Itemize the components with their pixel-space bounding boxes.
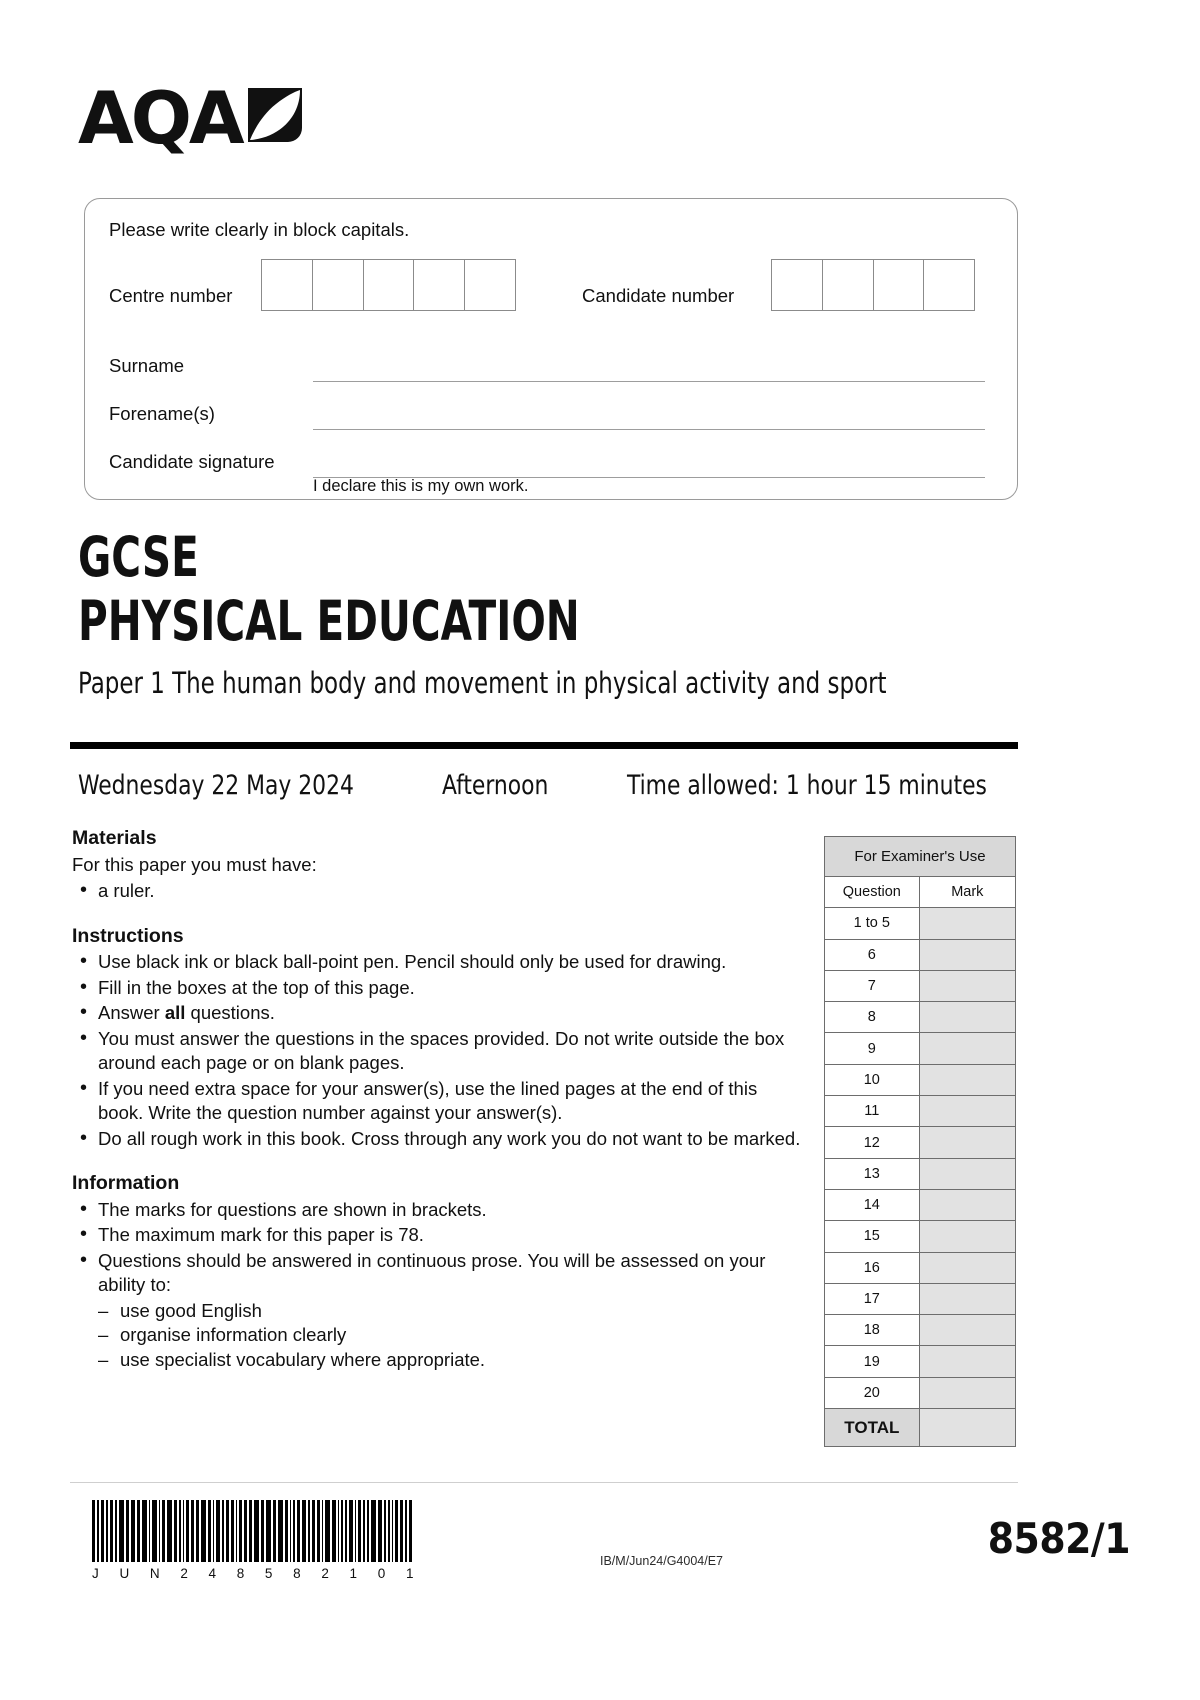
list-item: – organise information clearly	[98, 1323, 802, 1348]
time-allowed: Time allowed: 1 hour 15 minutes	[627, 770, 987, 801]
barcode-digit: 1	[405, 1566, 414, 1581]
barcode-bar	[239, 1500, 242, 1562]
barcode-bar	[285, 1500, 288, 1562]
barcode-bar	[358, 1500, 361, 1562]
table-row	[825, 1158, 1016, 1189]
barcode-bar	[159, 1500, 160, 1562]
col-header-mark: Mark	[919, 877, 1015, 908]
barcode-bar	[355, 1500, 356, 1562]
barcode-digit: 8	[293, 1566, 302, 1581]
barcode-bar	[384, 1500, 386, 1562]
barcode-bar	[367, 1500, 369, 1562]
materials-intro: For this paper you must have:	[72, 853, 317, 875]
list-item: • If you need extra space for your answer(s), use the lined pages at the end of this book. Write the question number against your answer(s).	[72, 1077, 802, 1126]
barcode-bar	[106, 1500, 108, 1562]
question-label: 19	[825, 1346, 920, 1377]
mark-cell[interactable]	[919, 1158, 1015, 1189]
total-mark-cell[interactable]	[919, 1409, 1015, 1447]
paper-title: Paper 1 The human body and movement in physical activity and sport	[78, 666, 887, 700]
question-label: 6	[825, 939, 920, 970]
barcode-digit: 8	[236, 1566, 245, 1581]
table-row	[825, 1315, 1016, 1346]
total-label: TOTAL	[825, 1409, 920, 1447]
instructions-list	[72, 950, 802, 1151]
question-label: 7	[825, 970, 920, 1001]
list-item: • You must answer the questions in the spaces provided. Do not write outside the box around each page or on blank pages.	[72, 1027, 802, 1076]
mark-cell[interactable]	[919, 1033, 1015, 1064]
candidate-number-cell[interactable]	[822, 259, 874, 311]
barcode-bar	[378, 1500, 382, 1562]
instructions-column	[72, 826, 802, 1372]
information-heading: Information	[72, 1172, 180, 1194]
table-row	[825, 970, 1016, 1001]
question-label: 18	[825, 1315, 920, 1346]
list-item: • The marks for questions are shown in brackets.	[72, 1198, 802, 1223]
barcode-digits	[92, 1566, 414, 1581]
candidate-number-label: Candidate number	[582, 285, 735, 306]
information-list	[72, 1198, 802, 1298]
forename-input[interactable]	[313, 429, 985, 430]
mark-cell[interactable]	[919, 1377, 1015, 1408]
barcode-bar	[345, 1500, 347, 1562]
mark-cell[interactable]	[919, 1064, 1015, 1095]
table-row	[825, 1064, 1016, 1095]
aqa-leaf-icon	[248, 88, 302, 147]
barcode-bar	[317, 1500, 320, 1562]
barcode-bar	[297, 1500, 300, 1562]
exam-session: Afternoon	[442, 770, 549, 801]
list-item	[72, 1001, 802, 1026]
candidate-number-cell[interactable]	[771, 259, 823, 311]
barcode-bar	[201, 1500, 206, 1562]
barcode-bar	[332, 1500, 336, 1562]
ib-code: IB/M/Jun24/G4004/E7	[600, 1554, 723, 1568]
barcode-bar	[261, 1500, 264, 1562]
barcode-bar	[254, 1500, 259, 1562]
barcode-bar	[174, 1500, 177, 1562]
mark-cell[interactable]	[919, 1221, 1015, 1252]
barcode-digit: N	[149, 1566, 161, 1581]
barcode-bar	[273, 1500, 276, 1562]
list-item: – use specialist vocabulary where appropriate.	[98, 1348, 802, 1373]
barcode-bar	[236, 1500, 237, 1562]
barcode-bar	[119, 1500, 124, 1562]
subject-title: PHYSICAL EDUCATION	[78, 589, 580, 653]
table-row	[825, 1096, 1016, 1127]
barcode-bar	[226, 1500, 229, 1562]
barcode-digit: 2	[321, 1566, 330, 1581]
list-item: – use good English	[98, 1299, 802, 1324]
barcode-bar	[137, 1500, 140, 1562]
question-label: 13	[825, 1158, 920, 1189]
table-row	[825, 877, 1016, 908]
barcode-bar	[293, 1500, 295, 1562]
list-item-text: Answer all questions.	[98, 1002, 275, 1023]
question-label: 17	[825, 1283, 920, 1314]
question-label: 9	[825, 1033, 920, 1064]
barcode-bar	[149, 1500, 150, 1562]
barcode-digit: 0	[377, 1566, 386, 1581]
centre-number-cell[interactable]	[363, 259, 415, 311]
materials-list	[72, 879, 802, 904]
aqa-logo	[78, 76, 302, 160]
question-label: 20	[825, 1377, 920, 1408]
barcode-digit: 5	[264, 1566, 273, 1581]
question-label: 16	[825, 1252, 920, 1283]
barcode-bar	[101, 1500, 104, 1562]
centre-number-cell[interactable]	[312, 259, 364, 311]
table-row	[825, 1002, 1016, 1033]
barcode-digit: J	[92, 1566, 100, 1581]
barcode-bar	[231, 1500, 234, 1562]
examiner-table-body	[825, 837, 1016, 1447]
materials-heading: Materials	[72, 827, 157, 849]
barcode-digit: U	[119, 1566, 130, 1581]
aqa-logo-text: AQA	[78, 76, 242, 160]
barcode-bar	[392, 1500, 393, 1562]
candidate-number-input[interactable]	[771, 259, 975, 311]
table-row	[825, 1346, 1016, 1377]
barcode-bar	[371, 1500, 376, 1562]
barcode-bar	[191, 1500, 194, 1562]
instructions-heading: Instructions	[72, 924, 184, 947]
block-capitals-note: Please write clearly in block capitals.	[109, 219, 410, 240]
question-label: 12	[825, 1127, 920, 1158]
question-label: 15	[825, 1221, 920, 1252]
candidate-number-cell[interactable]	[873, 259, 925, 311]
barcode-bar	[341, 1500, 343, 1562]
barcode-bar	[162, 1500, 165, 1562]
table-row	[825, 908, 1016, 939]
candidate-number-cell[interactable]	[923, 259, 975, 311]
barcode-bar	[196, 1500, 199, 1562]
examiner-use-table	[824, 836, 1016, 1447]
barcode-bar	[395, 1500, 398, 1562]
candidate-signature-label: Candidate signature	[109, 451, 275, 472]
barcode	[92, 1500, 414, 1562]
table-row	[825, 939, 1016, 970]
barcode-bar	[405, 1500, 407, 1562]
barcode-bar	[400, 1500, 403, 1562]
question-label: 14	[825, 1189, 920, 1220]
barcode-bar	[126, 1500, 129, 1562]
barcode-bar	[290, 1500, 291, 1562]
question-label: 8	[825, 1002, 920, 1033]
centre-number-cell[interactable]	[464, 259, 516, 311]
declaration-text: I declare this is my own work.	[313, 477, 529, 495]
question-label: 1 to 5	[825, 908, 920, 939]
barcode-bar	[322, 1500, 323, 1562]
bold-all: all	[164, 1002, 186, 1023]
mark-cell[interactable]	[919, 1346, 1015, 1377]
table-row	[825, 1252, 1016, 1283]
barcode-bar	[216, 1500, 220, 1562]
question-label: 10	[825, 1064, 920, 1095]
col-header-question: Question	[825, 877, 920, 908]
paper-code: 8582/1	[987, 1514, 1130, 1563]
centre-number-input[interactable]	[261, 259, 516, 311]
qualification-title: GCSE	[78, 525, 199, 589]
barcode-bar	[179, 1500, 181, 1562]
barcode-bar	[363, 1500, 365, 1562]
exam-date: Wednesday 22 May 2024	[78, 770, 354, 801]
mark-cell[interactable]	[919, 1189, 1015, 1220]
barcode-digit: 2	[180, 1566, 189, 1581]
barcode-bar	[131, 1500, 135, 1562]
list-item: • Do all rough work in this book. Cross through any work you do not want to be marked.	[72, 1127, 802, 1152]
barcode-bar	[302, 1500, 306, 1562]
surname-label: Surname	[109, 355, 185, 376]
barcode-bar	[222, 1500, 224, 1562]
list-item: • Fill in the boxes at the top of this page.	[72, 976, 802, 1001]
centre-number-label: Centre number	[109, 285, 233, 306]
barcode-bar	[186, 1500, 189, 1562]
table-row	[825, 1221, 1016, 1252]
barcode-bar	[278, 1500, 283, 1562]
barcode-bar	[208, 1500, 211, 1562]
table-row	[825, 1033, 1016, 1064]
barcode-bar	[152, 1500, 157, 1562]
question-label: 11	[825, 1096, 920, 1127]
footer-divider	[70, 1482, 1018, 1483]
list-item: • The maximum mark for this paper is 78.	[72, 1223, 802, 1248]
list-item: • Questions should be answered in continuous prose. You will be assessed on your ability to:	[72, 1249, 802, 1298]
mark-cell[interactable]	[919, 1096, 1015, 1127]
barcode-bar	[115, 1500, 117, 1562]
barcode-bar	[308, 1500, 310, 1562]
barcode-bar	[312, 1500, 315, 1562]
mark-cell[interactable]	[919, 1252, 1015, 1283]
mark-cell[interactable]	[919, 939, 1015, 970]
table-row	[825, 1127, 1016, 1158]
surname-input[interactable]	[313, 381, 985, 382]
table-row	[825, 1189, 1016, 1220]
centre-number-cell[interactable]	[413, 259, 465, 311]
barcode-bar	[349, 1500, 353, 1562]
mark-cell[interactable]	[919, 908, 1015, 939]
list-item: • a ruler.	[72, 879, 802, 904]
centre-number-cell[interactable]	[261, 259, 313, 311]
information-sublist	[72, 1299, 802, 1373]
mark-cell[interactable]	[919, 1127, 1015, 1158]
barcode-bar	[142, 1500, 147, 1562]
table-row	[825, 1409, 1016, 1447]
header-divider	[70, 742, 1018, 749]
table-row	[825, 1377, 1016, 1408]
barcode-bar	[92, 1500, 95, 1562]
mark-cell[interactable]	[919, 1315, 1015, 1346]
barcode-bar	[266, 1500, 271, 1562]
barcode-bar	[244, 1500, 247, 1562]
barcode-bar	[183, 1500, 184, 1562]
forename-label: Forename(s)	[109, 403, 215, 424]
mark-cell[interactable]	[919, 1283, 1015, 1314]
examiner-table-title: For Examiner's Use	[825, 837, 1016, 877]
barcode-bar	[325, 1500, 330, 1562]
list-item: • Use black ink or black ball-point pen. Pencil should only be used for drawing.	[72, 950, 802, 975]
mark-cell[interactable]	[919, 1002, 1015, 1033]
candidate-details-box	[84, 198, 1018, 500]
barcode-bar	[388, 1500, 390, 1562]
barcode-digit: 1	[349, 1566, 358, 1581]
mark-cell[interactable]	[919, 970, 1015, 1001]
barcode-bar	[409, 1500, 412, 1562]
table-row	[825, 1283, 1016, 1314]
barcode-bar	[249, 1500, 252, 1562]
barcode-bar	[213, 1500, 214, 1562]
table-row	[825, 837, 1016, 877]
barcode-bar	[338, 1500, 339, 1562]
barcode-digit: 4	[208, 1566, 217, 1581]
barcode-bar	[97, 1500, 99, 1562]
barcode-bar	[167, 1500, 172, 1562]
barcode-bar	[110, 1500, 113, 1562]
